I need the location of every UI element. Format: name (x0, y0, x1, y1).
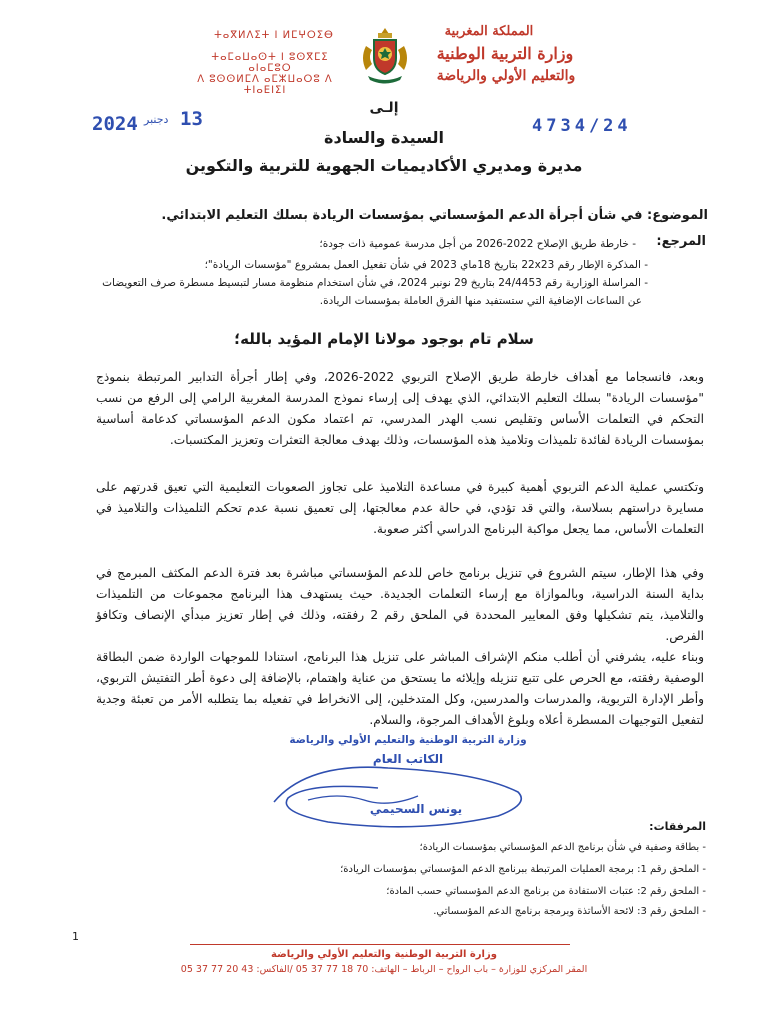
attachment-item-1: - بطاقة وصفية في شأن برنامج الدعم المؤسساتي بمؤسسات الريادة؛ (419, 842, 706, 853)
royal-emblem-icon (358, 24, 412, 88)
references-label: المرجع: (656, 234, 706, 249)
tifinagh-ministry-line1: ⵜⴰⵎⴰⵡⴰⵙⵜ ⵏ ⵓⵙⴳⵎⵉ ⴰⵏⴰⵎⵓⵔ (211, 52, 329, 74)
date-stamp-month: دجنبر (144, 113, 169, 126)
body-paragraph-3: وفي هذا الإطار، سيتم الشروع في تنزيل برنامج خاص للدعم المؤسساتي مباشرة بعد فترة الدعم المكثف المبرمج في بداية السنة الدراسية، وبالموازاة مع إرساء التعلمات الجديدة. حيث يستهدف هذا البرنامج مجموعات من التلميذات والتلاميذ، يتم تشكيلها وفق المعايير المحددة في الملحق رقم 2 رفقته، وذلك في إطار تعزيز مبدأي الإنصاف وتكافؤ الفرص. (96, 566, 704, 643)
addressee-title: السيدة والسادة (324, 128, 444, 147)
attachment-item-2: - الملحق رقم 1: برمجة العمليات المرتبطة ببرنامج الدعم المؤسساتي بمؤسسات الريادة؛ (340, 864, 706, 875)
footer-ministry: وزارة التربية الوطنية والتعليم الأولي والرياضة (271, 949, 497, 960)
body-paragraph-1: وبعد، فانسجاما مع أهداف خارطة طريق الإصلاح التربوي 2022-2026، وفي إطار أجرأة التدابير المرتبطة بنموذج "مؤسسات الريادة" بسلك التعليم الابتدائي، الذي يهدف إلى إرساء نموذج المدرسة المغربية الرامي إلى الرفع من نسب التحكم في التعلمات الأساس وتقليص نسب الهدر المدرسي، تم اعتماد مكون الدعم المؤسساتي كدعامة أساسية بمؤسسات الريادة لفائدة تلميذات وتلاميذ هذه المؤسسات، وذلك بهدف معالجة التعثرات وتعزيز المكتسبات. (96, 370, 704, 447)
date-stamp-day: 13 (180, 108, 203, 130)
subject-label: الموضوع: (647, 208, 708, 223)
date-stamp-year: 2024 (92, 113, 138, 135)
addressee-to: إلـى (369, 100, 399, 116)
reference-number-stamp: 4734/24 (532, 116, 632, 136)
tifinagh-ministry-line2: ⴷ ⵓⵙⵙⵍⵎⴷ ⴰⵎⵣⵡⴰⵔⵓ ⴷ ⵜⵏⴰⴹⵏⵉⵏ (197, 74, 333, 96)
attachment-item-4: - الملحق رقم 3: لائحة الأساتذة وبرمجة برنامج الدعم المؤسساتي. (433, 906, 706, 917)
signature-position: الكاتب العام (372, 752, 444, 766)
footer-divider (190, 944, 570, 945)
body-paragraph-2: وتكتسي عملية الدعم التربوي أهمية كبيرة في مساعدة التلاميذ على تجاوز الصعوبات التعليمية التي تعيق قدرتهم على مسايرة دراستهم بسلاسة، والتي قد تؤدي، في حالة عدم معالجتها، إلى تعميق نسبة عدم تحكم التلميذات والتلاميذ في التعلمات الأساس، مما يجعل مواكبة البرنامج الدراسي أكثر صعوبة. (96, 480, 704, 536)
handwritten-signature-icon (268, 742, 538, 830)
footer-contact: المقر المركزي للوزارة – باب الرواح – الرباط – الهاتف: 70 18 77 37 05 /الفاكس: 43 20 77 37 05 (180, 964, 588, 975)
body-paragraph-4: وبناء عليه، يشرفني أن أطلب منكم الإشراف المباشر على تنزيل هذا البرنامج، استنادا للموجهات الواردة ضمن البطاقة الوصفية رفقته، مع الحرص على تتبع تنزيله وإيلائه ما يستحق من عناية واهتمام، بالإضافة إلى دعوة أطر التفتيش التربوي، وأطر الإدارة التربوية، والمدرسات والمدرسين، وكل المتدخلين، إلى الانخراط في تفعيله بما يتطلبه الأمر من تعبئة وجدية لتفعيل التوجيهات المسطرة أعلاه وبلوغ الأهداف المرجوة، والسلام. (96, 650, 704, 727)
kingdom-name: المملكة المغربية (444, 24, 534, 39)
reference-item-3-cont: عن الساعات الإضافية التي ستستفيد منها الفرق العاملة بمؤسسات الريادة. (319, 295, 642, 307)
ministry-name-line1: وزارة التربية الوطنية (436, 44, 574, 63)
signature-name: يونس السحيمي (369, 802, 463, 816)
attachment-item-3: - الملحق رقم 2: عتبات الاستفادة من برنامج الدعم المؤسساتي حسب المادة؛ (386, 886, 706, 897)
subject-text: في شأن أجرأة الدعم المؤسساتي بمؤسسات الريادة بسلك التعليم الابتدائي. (161, 208, 643, 223)
addressee-recipients: مديرة ومديري الأكاديميات الجهوية للتربية والتكوين (185, 156, 583, 175)
attachments-label: المرفقات: (649, 820, 706, 833)
reference-item-1: - خارطة طريق الإصلاح 2022-2026 من أجل مدرسة عمومية ذات جودة؛ (319, 238, 636, 250)
page-number: 1 (72, 930, 79, 943)
ministry-name-line2: والتعليم الأولي والرياضة (436, 68, 576, 84)
tifinagh-kingdom: ⵜⴰⴳⵍⴷⵉⵜ ⵏ ⵍⵎⵖⵔⵉⴱ (214, 30, 334, 41)
reference-item-3: - المراسلة الوزارية رقم 24/4453 بتاريخ 29 نونبر 2024، في شأن استخدام منظومة مسار لتبسيط مسطرة صرف التعويضات (102, 277, 648, 289)
reference-item-2: - المذكرة الإطار رقم 22x23 بتاريخ 18ماي 2023 في شأن تفعيل العمل بمشروع "مؤسسات الريادة"؛ (204, 259, 648, 271)
signature-stamp (268, 734, 538, 830)
greeting: سلام تام بوجود مولانا الإمام المؤيد بالله؛ (234, 330, 534, 348)
signature-ministry: وزارة التربية الوطنية والتعليم الأولي والرياضة (289, 734, 527, 746)
subject-line (96, 208, 708, 223)
